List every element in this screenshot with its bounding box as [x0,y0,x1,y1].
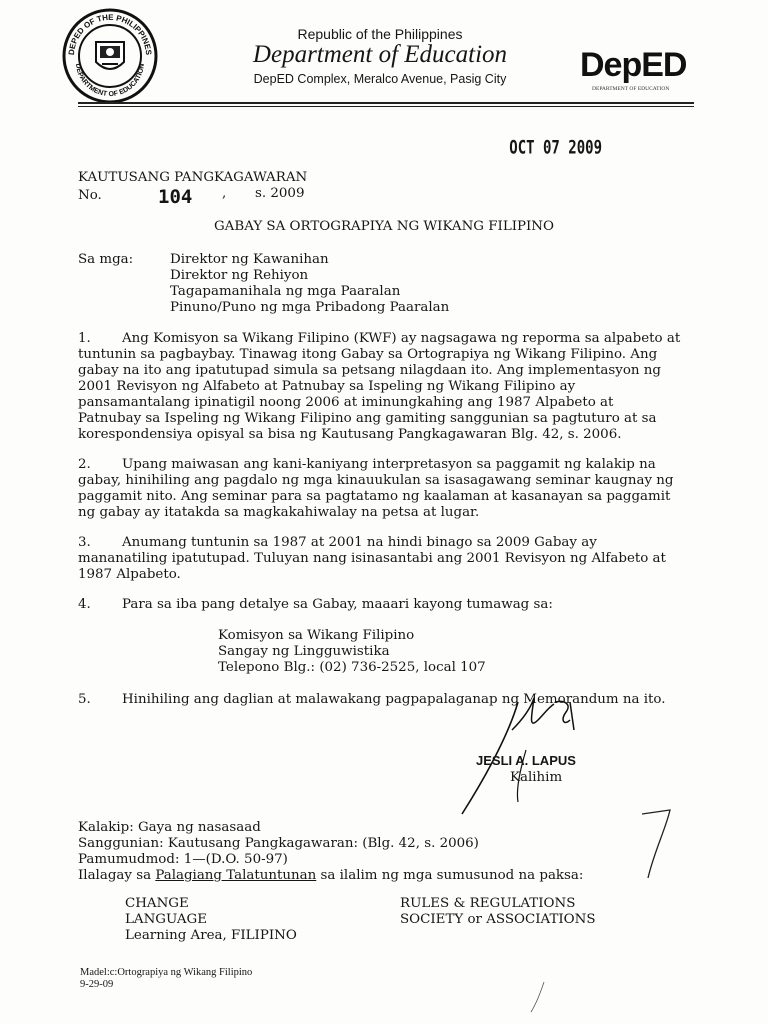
signatory-title: Kalihim [510,770,563,785]
paragraph-line: Upang maiwasan ang kani-kaniyang interpretasyon sa paggamit ng kalakip na [122,457,656,472]
contact-line: Komisyon sa Wikang Filipino [218,628,415,643]
indexing-prefix: Ilalagay sa [78,868,156,883]
department-address: DepED Complex, Meralco Avenue, Pasig City [253,72,507,86]
svg-text:DEPARTMENT OF EDUCATION: DEPARTMENT OF EDUCATION [73,63,147,99]
order-no-label: No. [78,188,102,203]
contact-line: Telepono Blg.: (02) 736-2525, local 107 [218,660,486,675]
recipient-item: Direktor ng Rehiyon [170,268,309,283]
indexing-title: Palagiang Talatuntunan [155,868,317,883]
reference-line: Sanggunian: Kautusang Pangkagawaran: (Blg. 42, s. 2006) [78,836,479,851]
recipient-item: Direktor ng Kawanihan [170,252,329,267]
paragraph-line: Ang Komisyon sa Wikang Filipino (KWF) ay nagsagawa ng reporma sa alpabeto at [122,331,681,346]
paragraph-number: 1. [78,331,91,346]
distribution-line: Pamumudmod: 1—(D.O. 50-97) [78,852,288,867]
file-date: 9-29-09 [80,979,114,990]
deped-seal-logo [60,6,160,106]
paragraph-line: paggamit nito. Ang seminar para sa pagtatamo ng kaalaman at kasanayan sa paggamit [78,489,671,504]
order-type: KAUTUSANG PANGKAGAWARAN [78,170,308,185]
svg-text:DEPARTMENT OF EDUCATION: DEPARTMENT OF EDUCATION [592,86,670,92]
subject-item: CHANGE [125,896,189,911]
handwritten-mark [640,808,680,888]
paragraph-number: 3. [78,535,91,550]
paragraph-line: Para sa iba pang detalye sa Gabay, maaari kayong tumawag sa: [122,597,553,612]
paragraph-number: 4. [78,597,91,612]
paragraph-line: pansamantalang ipinatigil noong 2006 at iminungkahing ang 1987 Alpabeto at [78,395,614,410]
indexing-line [78,868,583,884]
paragraph-line: 2001 Revisyon ng Alfabeto at Patnubay sa Ispeling ng Wikang Filipino ay [78,379,576,394]
pen-stroke-mark [528,980,548,1014]
stamped-date: OCT 07 2009 [509,138,602,159]
signatory-name: JESLI A. LAPUS [476,753,576,768]
order-comma: , [222,186,227,201]
paragraph-line: tuntunin sa pagbaybay. Tinawag itong Gabay sa Ortograpiya ng Wikang Filipino. Ang [78,347,658,362]
indexing-suffix: sa ilalim ng mga sumusunod na paksa: [316,868,584,883]
paragraph-number: 5. [78,692,91,707]
department-name: Department of Education [252,41,508,68]
paragraph-line: Hinihiling ang daglian at malawakang pagpapalaganap ng Memorandum na ito. [122,692,666,707]
republic-line: Republic of the Philippines [297,26,463,42]
header-rule-bottom [78,106,694,107]
order-number: 104 [158,186,193,208]
svg-text:DEPED OF THE PHILIPPINES: DEPED OF THE PHILIPPINES [66,12,154,56]
paragraph-line: 1987 Alpabeto. [78,567,181,582]
paragraph-line: ng gabay ay itatakda sa magkakahiwalay na petsa at lugar. [78,505,480,520]
order-series: s. 2009 [255,186,305,201]
paragraph-line: Anumang tuntunin sa 1987 at 2001 na hindi binago sa 2009 Gabay ay [122,535,597,550]
attachment-line: Kalakip: Gaya ng nasasaad [78,820,261,835]
paragraph-number: 2. [78,457,91,472]
document-title: GABAY SA ORTOGRAPIYA NG WIKANG FILIPINO [213,219,555,234]
file-reference: Madel:c:Ortograpiya ng Wikang Filipino [80,967,253,978]
deped-wordmark-logo [578,40,688,96]
paragraph-line: Patnubay sa Ispeling ng Wikang Filipino ang gamiting sanggunian sa pagtuturo at sa [78,411,657,426]
subject-item: RULES & REGULATIONS [400,896,576,911]
paragraph-line: korespondensiya opisyal sa bisa ng Kautusang Pangkagawaran Blg. 42, s. 2006. [78,427,622,442]
subject-item: Learning Area, FILIPINO [125,928,297,943]
subject-item: SOCIETY or ASSOCIATIONS [400,912,596,927]
subject-item: LANGUAGE [125,912,207,927]
contact-line: Sangay ng Lingguwistika [218,644,390,659]
recipient-item: Tagapamanihala ng mga Paaralan [170,284,401,299]
paragraph-line: gabay na ito ang ipatutupad simula sa petsang nilagdaan ito. Ang implementasyon ng [78,363,661,378]
recipients-label: Sa mga: [78,252,134,267]
paragraph-line: gabay, hinihiling ang pagdalo ng mga kinauukulan sa isasagawang seminar kaugnay ng [78,473,674,488]
header-rule-top [78,102,694,104]
recipient-item: Pinuno/Puno ng mga Pribadong Paaralan [170,300,450,315]
paragraph-line: mananatiling ipatutupad. Tuluyan nang isinasantabi ang 2001 Revisyon ng Alfabeto at [78,551,666,566]
svg-text:DepED: DepED [580,46,687,84]
